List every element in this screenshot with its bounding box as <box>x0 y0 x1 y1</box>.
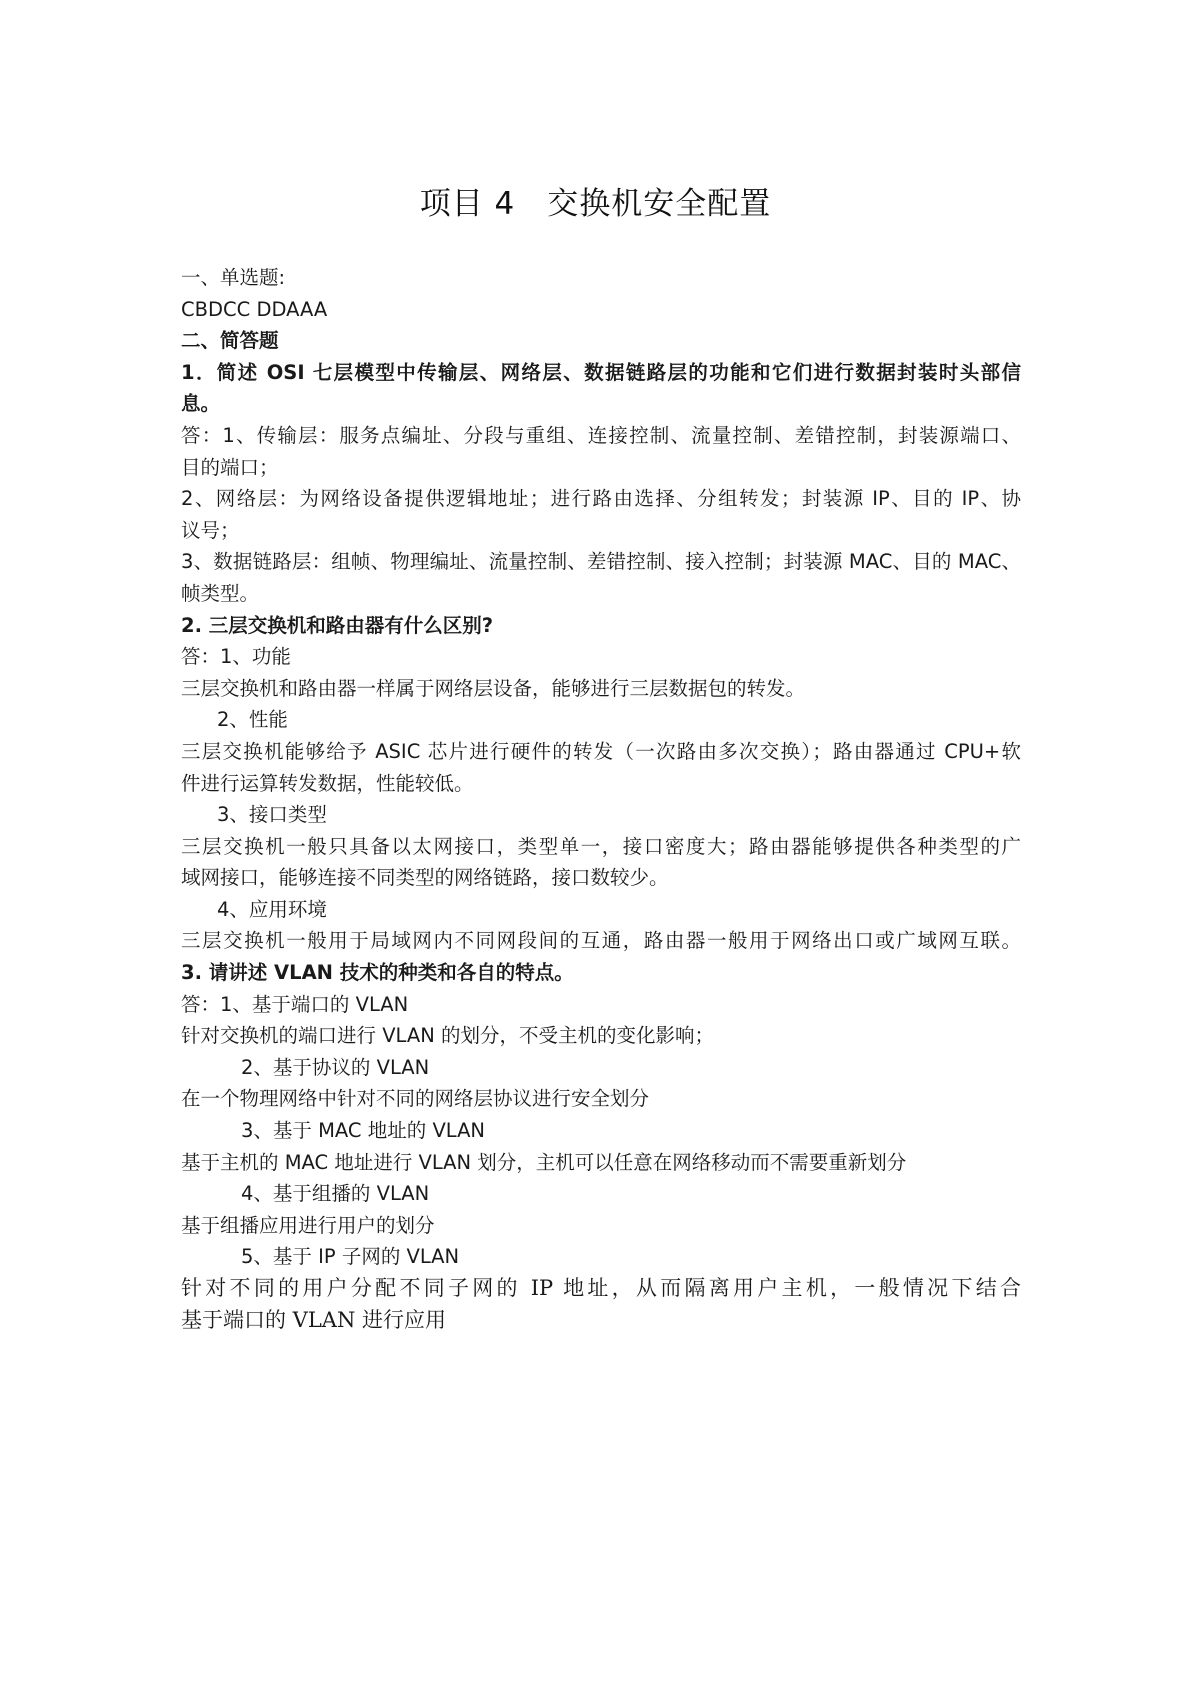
question-2: 2. 三层交换机和路由器有什么区别? <box>181 613 494 637</box>
answer-2-line: 三层交换机一般只具备以太网接口，类型单一，接口密度大；路由器能够提供各种类型的广 <box>181 834 1021 858</box>
question-1-cont: 息。 <box>181 392 221 416</box>
answer-1-line: 议号； <box>181 518 240 542</box>
question-1: 1．简述 OSI 七层模型中传输层、网络层、数据链路层的功能和它们进行数据封装时头部信 <box>181 360 1021 384</box>
page-title: 项目 4 交换机安全配置 <box>419 186 772 222</box>
answer-2-line: 答：1、功能 <box>181 645 291 669</box>
answer-2-subheading: 3、接口类型 <box>217 803 327 827</box>
answer-2-subheading: 4、应用环境 <box>217 897 327 921</box>
answer-1-line: 目的端口； <box>181 455 279 479</box>
answer-2-line: 域网接口，能够连接不同类型的网络链路，接口数较少。 <box>181 866 669 890</box>
answer-3-line: 基于主机的 MAC 地址进行 VLAN 划分，主机可以任意在网络移动而不需要重新划分 <box>181 1150 907 1174</box>
answer-1-line: 2、网络层：为网络设备提供逻辑地址；进行路由选择、分组转发；封装源 IP、目的 IP、协 <box>181 487 1021 511</box>
answer-3-line: 基于端口的 VLAN 进行应用 <box>181 1307 447 1332</box>
answer-2-line: 件进行运算转发数据，性能较低。 <box>181 771 474 795</box>
answer-3-subheading: 3、基于 MAC 地址的 VLAN <box>241 1119 486 1143</box>
answer-1-line: 帧类型。 <box>181 581 260 605</box>
answer-3-subheading: 4、基于组播的 VLAN <box>241 1182 430 1206</box>
single-choice-answers: CBDCC DDAAA <box>181 297 328 321</box>
answer-2-subheading: 2、性能 <box>217 708 288 732</box>
answer-3-line: 针对不同的用户分配不同子网的 IP 地址，从而隔离用户主机，一般情况下结合 <box>181 1276 1021 1300</box>
section-heading-single-choice: 一、单选题: <box>181 266 286 289</box>
section-heading-short-answer: 二、简答题 <box>181 329 279 353</box>
answer-2-line: 三层交换机一般用于局域网内不同网段间的互通，路由器一般用于网络出口或广域网互联。 <box>181 929 1021 953</box>
answer-1-line: 答：1、传输层：服务点编址、分段与重组、连接控制、流量控制、差错控制，封装源端口、 <box>181 423 1021 447</box>
answer-3-line: 基于组播应用进行用户的划分 <box>181 1213 435 1237</box>
answer-3-line: 答：1、基于端口的 VLAN <box>181 992 409 1016</box>
answer-1-line: 3、数据链路层：组帧、物理编址、流量控制、差错控制、接入控制；封装源 MAC、目的 MAC、 <box>181 550 1021 574</box>
question-3: 3. 请讲述 VLAN 技术的种类和各自的特点。 <box>181 961 574 985</box>
answer-3-subheading: 5、基于 IP 子网的 VLAN <box>241 1245 460 1269</box>
answer-3-subheading: 2、基于协议的 VLAN <box>241 1055 430 1079</box>
document-body <box>181 262 1021 1336</box>
answer-2-line: 三层交换机和路由器一样属于网络层设备，能够进行三层数据包的转发。 <box>181 676 806 700</box>
answer-3-line: 针对交换机的端口进行 VLAN 的划分，不受主机的变化影响； <box>181 1024 714 1048</box>
answer-2-line: 三层交换机能够给予 ASIC 芯片进行硬件的转发（一次路由多次交换）；路由器通过 CPU+软 <box>181 739 1021 763</box>
answer-3-line: 在一个物理网络中针对不同的网络层协议进行安全划分 <box>181 1087 650 1111</box>
